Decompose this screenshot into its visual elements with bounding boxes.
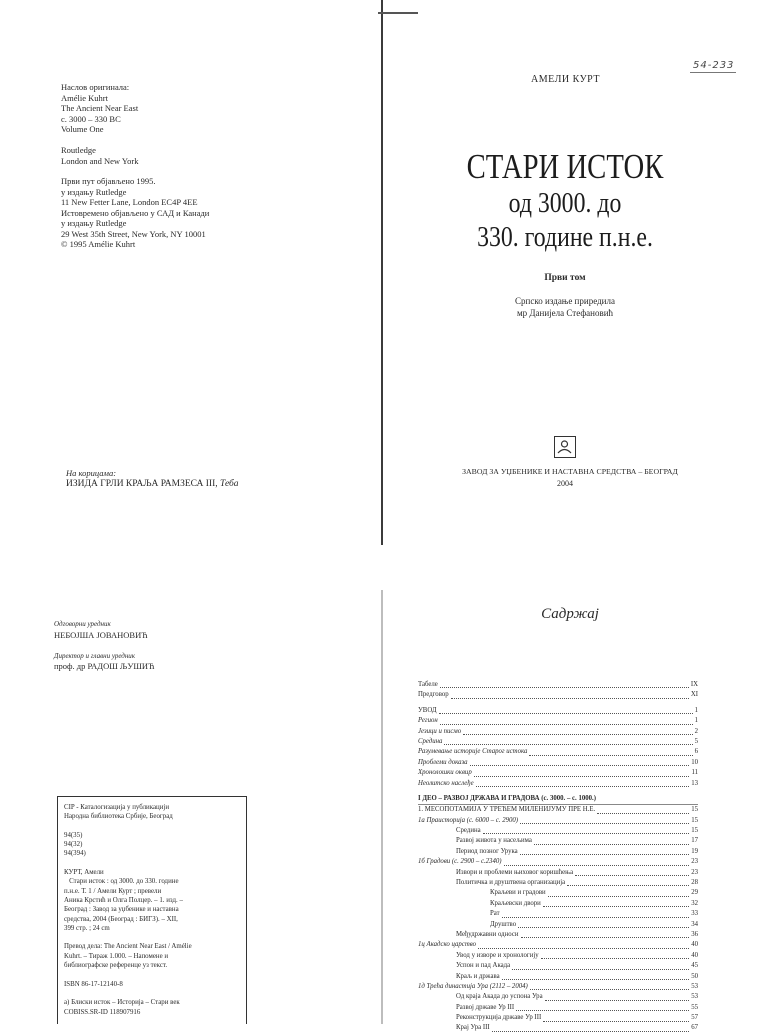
- toc-entry-label: Предговор: [418, 691, 449, 699]
- toc-entry-label: Регион: [418, 717, 438, 725]
- toc-page-number: 15: [691, 806, 698, 814]
- toc-entry-label: Проблеми доказа: [418, 758, 468, 766]
- toc-page-number: 6: [694, 748, 698, 756]
- handwritten-note: 54-233: [693, 60, 735, 71]
- toc-leader-dots: [530, 989, 689, 990]
- cover-caption: [66, 479, 239, 489]
- toc-entry-label: Разумевање историје Старог истока: [418, 748, 528, 756]
- toc-page-number: 34: [691, 920, 698, 928]
- toc-leader-dots: [502, 979, 690, 980]
- toc-entry: [418, 779, 698, 789]
- first-publication-block: [61, 176, 371, 250]
- title-line-1: СТАРИ ИСТОК: [466, 147, 664, 186]
- toc-entry-label: Реконструкција државе Ур III: [456, 1014, 542, 1022]
- first-pub-line: у издању Rutledge: [61, 186, 127, 197]
- cip-line: библиографске референце уз текст.: [64, 962, 168, 970]
- toc-leader-dots: [478, 948, 689, 949]
- first-pub-line: 29 West 35th Street, New York, NY 10001: [61, 228, 206, 239]
- toc-page-number: 19: [691, 847, 698, 855]
- toc-leader-dots: [521, 937, 690, 938]
- toc-page-number: 28: [691, 879, 698, 887]
- toc-leader-dots: [516, 1010, 689, 1011]
- toc-entry-label: Развој живота у насељима: [456, 837, 532, 845]
- first-pub-line: Истовремено објављено у САД и Канади: [61, 207, 210, 218]
- director-label: Директор и главни уредник: [54, 652, 136, 660]
- cip-line: Превод дела: The Ancient Near East / Amélie: [64, 943, 192, 951]
- toc-entry-label: Језици и писмо: [418, 727, 462, 735]
- edition-line: мр Данијела Стефановић: [516, 308, 614, 318]
- cip-line: 94(394): [64, 850, 86, 858]
- first-pub-line: Први пут објављено 1995.: [61, 176, 156, 186]
- toc-leader-dots: [541, 958, 690, 959]
- toc-page-number: 1: [694, 717, 698, 725]
- book-author: АМЕЛИ КУРТ: [531, 74, 600, 85]
- page-fold-line-top: [381, 0, 383, 545]
- toc-entry-label: Средина: [418, 737, 443, 745]
- cip-lines: [64, 803, 240, 1017]
- toc-page-number: XI: [690, 691, 698, 699]
- cip-line: [64, 933, 240, 942]
- toc-entry-label: Политичка и друштвена организација: [456, 879, 566, 887]
- toc-leader-dots: [545, 1000, 690, 1001]
- toc-leader-dots: [520, 823, 689, 824]
- toc-page-number: 67: [691, 1024, 698, 1032]
- first-pub-line: у издању Rutledge: [61, 218, 127, 228]
- toc-entry: [418, 847, 698, 857]
- toc-page-number: 1: [694, 706, 698, 714]
- toc-leader-dots: [504, 865, 690, 866]
- publisher-logo: [554, 436, 576, 458]
- cip-line: [64, 859, 240, 868]
- toc-entry-label: Крај Ура III: [456, 1024, 490, 1032]
- editor-label: Одговорни уредник: [54, 620, 111, 628]
- toc-page-number: 23: [691, 868, 698, 876]
- toc-entry: [418, 961, 698, 971]
- first-pub-line: © 1995 Amélie Kuhrt: [61, 239, 136, 249]
- toc-entry-label: I ДЕО – РАЗВОЈ ДРЖАВА И ГРАДОВА (с. 3000. – с. 1000.): [418, 794, 597, 802]
- toc-leader-dots: [440, 687, 689, 688]
- toc-entry: [418, 857, 698, 867]
- contents-title: Садржај: [541, 606, 599, 622]
- toc-page-number: 17: [691, 837, 698, 845]
- toc-entry: [418, 951, 698, 961]
- toc-entry: [418, 888, 698, 898]
- toc-leader-dots: [597, 813, 689, 814]
- toc-leader-dots: [543, 906, 689, 907]
- toc-leader-dots: [518, 927, 689, 928]
- toc-leader-dots: [483, 833, 690, 834]
- original-line: c. 3000 – 330 BC: [61, 113, 121, 124]
- original-line: The Ancient Near East: [61, 103, 139, 113]
- toc-entry-label: Период позног Урука: [456, 847, 518, 855]
- cip-line: Стари исток : од 3000. до 330. године: [64, 878, 179, 886]
- first-pub-line: 11 New Fetter Lane, London EC4P 4EE: [61, 197, 198, 207]
- cip-line: COBISS.SR-ID 118907916: [64, 1008, 141, 1016]
- toc-entry: [418, 680, 698, 690]
- toc-entry-label: Краљ и држава: [456, 972, 500, 980]
- toc-entry-label: Развој државе Ур III: [456, 1003, 515, 1011]
- title-line-2: од 3000. до: [508, 187, 622, 219]
- toc-page-number: 11: [691, 769, 698, 777]
- toc-leader-dots: [534, 844, 689, 845]
- toc-entry-label: Табеле: [418, 680, 438, 688]
- toc-page-number: 15: [691, 816, 698, 824]
- toc-page-number: 53: [691, 982, 698, 990]
- cip-line: Народна библиотека Србије, Београд: [64, 813, 173, 821]
- toc-leader-dots: [492, 1031, 690, 1032]
- toc-entry: [418, 768, 698, 778]
- cover-label: На корицама:: [66, 468, 117, 478]
- cip-line: п.н.е. Т. 1 / Амели Курт ; превели: [64, 887, 162, 895]
- toc-leader-dots: [567, 885, 689, 886]
- toc-page-number: 29: [691, 889, 698, 897]
- toc-entry: [418, 794, 698, 805]
- toc-page-number: 40: [691, 951, 698, 959]
- toc-leader-dots: [543, 1021, 689, 1022]
- cover-text-italic: Теба: [220, 479, 239, 489]
- toc-entry-label: 1а Праисторија (с. 6000 – с. 2900): [418, 816, 519, 824]
- toc-entry: [418, 836, 698, 846]
- original-line: Volume One: [61, 124, 104, 134]
- cip-line: Kuhrt. – Тираж 1.000. – Напомене и: [64, 952, 169, 960]
- toc-entry-label: 1. МЕСОПОТАМИЈА У ТРЕЋЕМ МИЛЕНИЈУМУ ПРЕ Н.Е.: [418, 806, 596, 814]
- toc-entry: [418, 992, 698, 1002]
- toc-leader-dots: [512, 969, 689, 970]
- toc-page-number: 5: [694, 737, 698, 745]
- cip-line: [64, 989, 240, 998]
- toc-entry: [418, 899, 698, 909]
- toc-entry-label: Међудржавни односи: [456, 930, 519, 938]
- publisher-block: [61, 145, 361, 166]
- toc-entry: [418, 1024, 698, 1034]
- toc-entry: [418, 758, 698, 768]
- scan-edge-mark: [378, 12, 418, 14]
- cip-line: 94(32): [64, 841, 83, 849]
- toc-page-number: 33: [691, 910, 698, 918]
- publication-year: 2004: [557, 479, 573, 488]
- toc-leader-dots: [451, 698, 689, 699]
- toc-leader-dots: [548, 896, 690, 897]
- toc-entry-label: Од краја Акада до успона Ура: [456, 993, 543, 1001]
- toc-page-number: 2: [694, 727, 698, 735]
- cip-line: Београд : Завод за уџбенике и наставна: [64, 906, 179, 914]
- director-name: проф. др РАДОШ ЉУШИЋ: [54, 661, 155, 671]
- editor-name: НЕБОЈША ЈОВАНОВИЋ: [54, 630, 148, 640]
- toc-page-number: 10: [691, 758, 698, 766]
- toc-leader-dots: [476, 786, 690, 787]
- toc-leader-dots: [439, 713, 693, 714]
- book-title: [440, 148, 690, 254]
- page-fold-line-bottom: [381, 590, 383, 1024]
- publisher-line: Routledge: [61, 145, 96, 155]
- toc-entry: [418, 868, 698, 878]
- toc-entry: [418, 930, 698, 940]
- toc-entry-label: 1б Градови (с. 2900 – с.2340): [418, 858, 502, 866]
- toc-entry: [418, 1003, 698, 1013]
- toc-page-number: 36: [691, 930, 698, 938]
- volume-label: Први том: [544, 273, 586, 283]
- toc-entry: [418, 727, 698, 737]
- edition-credit: [440, 295, 690, 319]
- original-title-heading: Наслов оригинала:: [61, 82, 130, 92]
- toc-entry: [418, 972, 698, 982]
- toc-entry-label: Увод у изворе и хронологију: [456, 951, 539, 959]
- cip-line: [64, 822, 240, 831]
- cip-line: [64, 970, 240, 979]
- handwritten-underline: [690, 72, 736, 73]
- toc-entry-label: 1д Трећа династија Ура (2112 – 2004): [418, 982, 528, 990]
- toc-page-number: 15: [691, 827, 698, 835]
- toc-leader-dots: [474, 776, 690, 777]
- toc-page-number: 32: [691, 899, 698, 907]
- cip-box: [57, 796, 247, 1024]
- cip-line: КУРТ, Амели: [64, 869, 104, 877]
- toc-entry: [418, 716, 698, 726]
- toc-entry: [418, 747, 698, 757]
- toc-page-number: 13: [691, 779, 698, 787]
- toc-entry-label: Извори и проблеми њиховог коришћења: [456, 868, 574, 876]
- toc-entry-label: Друштво: [490, 920, 517, 928]
- toc-entry-label: Рат: [490, 910, 500, 918]
- table-of-contents: [418, 680, 698, 1034]
- toc-leader-dots: [470, 765, 690, 766]
- toc-page-number: 57: [691, 1014, 698, 1022]
- toc-entry: [418, 909, 698, 919]
- cip-line: ISBN 86-17-12140-8: [64, 980, 123, 988]
- toc-leader-dots: [529, 755, 692, 756]
- original-title-block: [61, 82, 361, 135]
- toc-leader-dots: [463, 734, 692, 735]
- publisher-logo-icon: [555, 437, 574, 456]
- cip-line: CIP - Каталогизација у публикацији: [64, 804, 170, 811]
- toc-entry: [418, 690, 698, 700]
- toc-entry-label: Средина: [456, 827, 481, 835]
- cip-line: 94(35): [64, 831, 83, 839]
- toc-page-number: 50: [691, 972, 698, 980]
- toc-page-number: 55: [691, 1003, 698, 1011]
- cip-line: а) Блиски исток – Историја – Стари век: [64, 999, 180, 1007]
- original-line: Amélie Kuhrt: [61, 92, 108, 103]
- cover-text: ИЗИДА ГРЛИ КРАЉА РАМЗЕСА III,: [66, 479, 218, 489]
- toc-entry: [418, 940, 698, 950]
- cip-line: Аника Крстић и Олга Полцер. – 1. изд. –: [64, 896, 183, 904]
- title-line-3: 330. године п.н.е.: [477, 221, 653, 253]
- toc-page-number: IX: [690, 680, 698, 688]
- toc-entry-label: Успон и пад Акада: [456, 962, 511, 970]
- toc-page-number: 45: [691, 962, 698, 970]
- toc-entry-label: Неолитско наслеђе: [418, 779, 474, 787]
- toc-page-number: 23: [691, 858, 698, 866]
- toc-entry: [418, 816, 698, 826]
- toc-entry-label: УВОД: [418, 706, 437, 714]
- toc-entry: [418, 982, 698, 992]
- toc-entry-label: Краљевски двори: [490, 899, 541, 907]
- toc-entry-label: Хронолошки оквир: [418, 769, 472, 777]
- toc-entry: [418, 878, 698, 888]
- toc-entry: [418, 1013, 698, 1023]
- toc-leader-dots: [575, 875, 689, 876]
- publisher-name: ЗАВОД ЗА УЏБЕНИКЕ И НАСТАВНА СРЕДСТВА – БЕОГРАД: [462, 467, 678, 476]
- toc-entry: [418, 737, 698, 747]
- toc-entry: [418, 826, 698, 836]
- toc-entry: [418, 706, 698, 716]
- toc-leader-dots: [444, 744, 692, 745]
- toc-entry: [418, 920, 698, 930]
- toc-entry: [418, 805, 698, 815]
- toc-entry-label: Краљеви и градови: [490, 889, 546, 897]
- publisher-line: London and New York: [61, 155, 139, 166]
- toc-leader-dots: [440, 724, 693, 725]
- toc-leader-dots: [502, 917, 690, 918]
- cip-line: средства, 2004 (Београд : БИГЗ). – XII,: [64, 915, 178, 923]
- toc-leader-dots: [520, 854, 690, 855]
- toc-entry-label: 1ц Акадско царство: [418, 941, 476, 949]
- cip-line: 399 стр. ; 24 cm: [64, 924, 110, 932]
- toc-page-number: 40: [691, 941, 698, 949]
- toc-page-number: 53: [691, 993, 698, 1001]
- edition-line: Српско издање приредила: [515, 296, 615, 306]
